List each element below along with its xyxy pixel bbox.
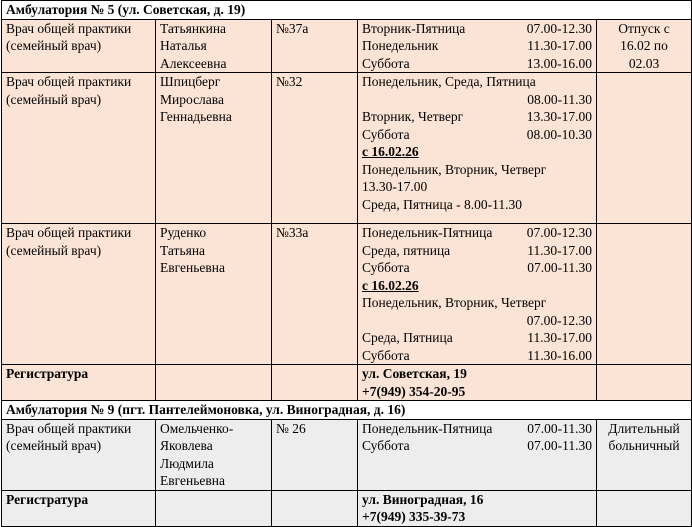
doctor-name-cell: Омельченко- Яковлева Людмила Евгеньевна xyxy=(156,419,272,490)
effective-date-label: с 16.02.26 xyxy=(362,144,419,159)
note-cell xyxy=(597,73,692,224)
note-cell: Длительный больничный xyxy=(597,419,692,490)
schedule-cell: Вторник-Пятница 07.00-12.30 Понедельник 11.30-17.00 Суббота 13.00-16.00 xyxy=(358,19,597,73)
doctor-name-cell: Шпицберг Мирослава Геннадьевна xyxy=(156,73,272,224)
office-cell: №32 xyxy=(272,73,358,224)
office-cell: №37а xyxy=(272,19,358,73)
section-title-amb5: Амбулатория № 5 (ул. Советская, д. 19) xyxy=(2,1,692,20)
table-row xyxy=(2,419,692,490)
position-cell: Врач общей практики (семейный врач) xyxy=(2,73,156,224)
effective-date-label: с 16.02.26 xyxy=(362,277,419,293)
doctor-name-cell: Руденко Татьяна Евгеньевна xyxy=(156,224,272,365)
schedule-cell: Понедельник-Пятница 07.00-12.30 Среда, пятница 11.30-17.00 Суббота 07.00-11.30 с 16.02.26 Понедельник, Вторник, Четверг 07.00-12.30 Среда, Пятница 11.30-17.00 Суббота 11.30-16.00 xyxy=(358,224,597,365)
position-cell: Врач общей практики (семейный врач) xyxy=(2,224,156,365)
registry-label: Регистратура xyxy=(2,490,156,526)
position-cell: Врач общей практики (семейный врач) xyxy=(2,419,156,490)
note-cell: Отпуск с 16.02 по 02.03 xyxy=(597,19,692,73)
registry-contact: ул. Виноградная, 16 +7(949) 335-39-73 xyxy=(358,490,597,526)
note-cell xyxy=(597,224,692,365)
office-cell: № 26 xyxy=(272,419,358,490)
registry-row xyxy=(2,365,692,401)
office-cell: №33а xyxy=(272,224,358,365)
schedule-table xyxy=(1,0,692,527)
position-cell: Врач общей практики (семейный врач) xyxy=(2,19,156,73)
schedule-cell: Понедельник-Пятница 07.00-11.30 Суббота 07.00-11.30 xyxy=(358,419,597,490)
schedule-cell: Понедельник, Среда, Пятница 08.00-11.30 Вторник, Четверг 13.30-17.00 Суббота 08.00-10.30 с 16.02.26 Понедельник, Вторник, Четверг 13.30-17.00 Среда, Пятница - 8.00-11.30 xyxy=(358,73,597,224)
table-row xyxy=(2,224,692,365)
doctor-name-cell: Татьянкина Наталья Алексеевна xyxy=(156,19,272,73)
table-row xyxy=(2,19,692,73)
registry-row xyxy=(2,490,692,526)
registry-label: Регистратура xyxy=(2,365,156,401)
registry-contact: ул. Советская, 19 +7(949) 354-20-95 xyxy=(358,365,597,401)
section-title-amb9: Амбулатория № 9 (пгт. Пантелеймоновка, ул. Виноградная, д. 16) xyxy=(2,401,692,420)
table-row xyxy=(2,73,692,224)
